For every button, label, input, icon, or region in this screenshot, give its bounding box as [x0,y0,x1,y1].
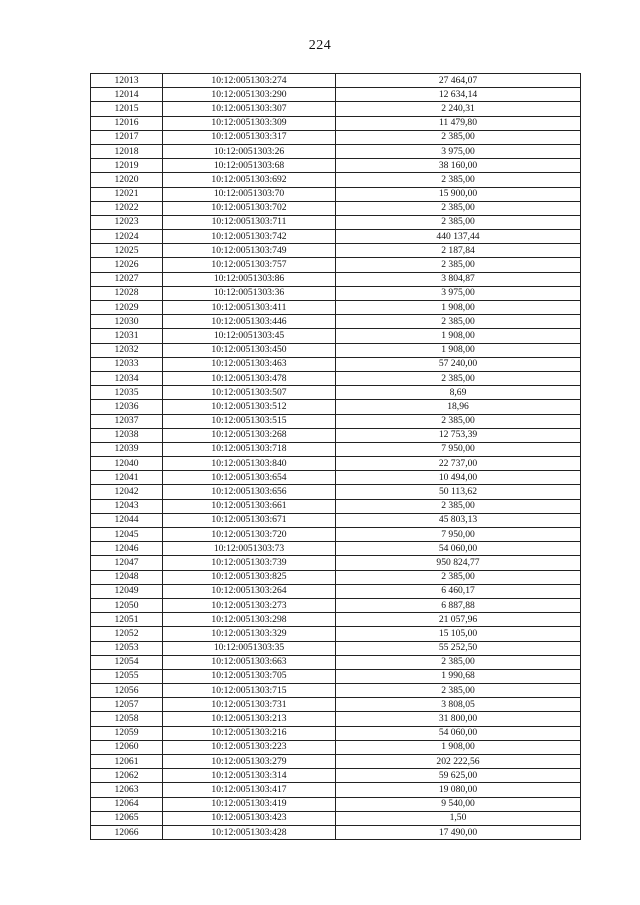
amount-cell: 3 804,87 [336,272,581,286]
cadastral-number-cell: 10:12:0051303:478 [163,371,336,385]
row-number-cell: 12066 [91,825,163,839]
table-row [91,528,581,542]
amount-cell: 3 975,00 [336,286,581,300]
cadastral-number-cell: 10:12:0051303:86 [163,272,336,286]
cadastral-number-cell: 10:12:0051303:731 [163,698,336,712]
table-row [91,442,581,456]
row-number-cell: 12039 [91,442,163,456]
table-row [91,542,581,556]
row-number-cell: 12054 [91,655,163,669]
row-number-cell: 12045 [91,528,163,542]
table-row [91,485,581,499]
table-row [91,811,581,825]
row-number-cell: 12056 [91,684,163,698]
table-row [91,400,581,414]
table-row [91,88,581,102]
row-number-cell: 12038 [91,428,163,442]
table-row [91,755,581,769]
cadastral-number-cell: 10:12:0051303:515 [163,414,336,428]
row-number-cell: 12030 [91,315,163,329]
cadastral-number-cell: 10:12:0051303:419 [163,797,336,811]
table-row [91,130,581,144]
amount-cell: 7 950,00 [336,442,581,456]
table-row [91,712,581,726]
cadastral-number-cell: 10:12:0051303:309 [163,116,336,130]
table-row [91,641,581,655]
amount-cell: 18,96 [336,400,581,414]
amount-cell: 10 494,00 [336,471,581,485]
amount-cell: 1 908,00 [336,740,581,754]
amount-cell: 3 808,05 [336,698,581,712]
amount-cell: 2 187,84 [336,244,581,258]
amount-cell: 2 385,00 [336,258,581,272]
table-row [91,386,581,400]
amount-cell: 2 385,00 [336,371,581,385]
row-number-cell: 12017 [91,130,163,144]
table-row [91,684,581,698]
row-number-cell: 12013 [91,74,163,88]
row-number-cell: 12057 [91,698,163,712]
row-number-cell: 12044 [91,513,163,527]
cadastral-number-cell: 10:12:0051303:692 [163,173,336,187]
row-number-cell: 12028 [91,286,163,300]
row-number-cell: 12064 [91,797,163,811]
cadastral-number-cell: 10:12:0051303:705 [163,669,336,683]
amount-cell: 2 385,00 [336,570,581,584]
cadastral-number-cell: 10:12:0051303:273 [163,598,336,612]
amount-cell: 440 137,44 [336,230,581,244]
row-number-cell: 12015 [91,102,163,116]
cadastral-number-cell: 10:12:0051303:715 [163,684,336,698]
row-number-cell: 12065 [91,811,163,825]
cadastral-number-cell: 10:12:0051303:663 [163,655,336,669]
table-row [91,797,581,811]
cadastral-number-cell: 10:12:0051303:428 [163,825,336,839]
table-row [91,740,581,754]
cadastral-number-cell: 10:12:0051303:329 [163,627,336,641]
cadastral-number-cell: 10:12:0051303:417 [163,783,336,797]
row-number-cell: 12035 [91,386,163,400]
cadastral-number-cell: 10:12:0051303:317 [163,130,336,144]
amount-cell: 2 385,00 [336,499,581,513]
cadastral-number-cell: 10:12:0051303:840 [163,457,336,471]
cadastral-number-cell: 10:12:0051303:656 [163,485,336,499]
table-row [91,329,581,343]
row-number-cell: 12060 [91,740,163,754]
table-row [91,669,581,683]
row-number-cell: 12053 [91,641,163,655]
amount-cell: 3 975,00 [336,144,581,158]
table-row [91,499,581,513]
row-number-cell: 12042 [91,485,163,499]
table-row [91,315,581,329]
table-row [91,258,581,272]
row-number-cell: 12034 [91,371,163,385]
cadastral-number-cell: 10:12:0051303:73 [163,542,336,556]
amount-cell: 19 080,00 [336,783,581,797]
cadastral-number-cell: 10:12:0051303:423 [163,811,336,825]
table-row [91,74,581,88]
cadastral-number-cell: 10:12:0051303:70 [163,187,336,201]
amount-cell: 9 540,00 [336,797,581,811]
table-row [91,414,581,428]
cadastral-number-cell: 10:12:0051303:314 [163,769,336,783]
row-number-cell: 12029 [91,301,163,315]
amount-cell: 2 385,00 [336,201,581,215]
amount-cell: 45 803,13 [336,513,581,527]
page-number: 224 [308,38,332,53]
row-number-cell: 12037 [91,414,163,428]
cadastral-number-cell: 10:12:0051303:213 [163,712,336,726]
row-number-cell: 12050 [91,598,163,612]
table-row [91,598,581,612]
row-number-cell: 12055 [91,669,163,683]
amount-cell: 2 385,00 [336,414,581,428]
table-row [91,343,581,357]
row-number-cell: 12052 [91,627,163,641]
cadastral-number-cell: 10:12:0051303:825 [163,570,336,584]
amount-cell: 202 222,56 [336,755,581,769]
table-row [91,627,581,641]
cadastral-number-cell: 10:12:0051303:702 [163,201,336,215]
cadastral-number-cell: 10:12:0051303:274 [163,74,336,88]
amount-cell: 2 385,00 [336,215,581,229]
cadastral-number-cell: 10:12:0051303:507 [163,386,336,400]
cadastral-number-cell: 10:12:0051303:711 [163,215,336,229]
table-row [91,244,581,258]
table-row [91,457,581,471]
table-row [91,556,581,570]
amount-cell: 17 490,00 [336,825,581,839]
amount-cell: 15 900,00 [336,187,581,201]
row-number-cell: 12016 [91,116,163,130]
table-row [91,116,581,130]
table-row [91,613,581,627]
table-row [91,301,581,315]
cadastral-number-cell: 10:12:0051303:279 [163,755,336,769]
cadastral-number-cell: 10:12:0051303:45 [163,329,336,343]
row-number-cell: 12040 [91,457,163,471]
table-row [91,783,581,797]
amount-cell: 7 950,00 [336,528,581,542]
amount-cell: 11 479,80 [336,116,581,130]
row-number-cell: 12032 [91,343,163,357]
amount-cell: 57 240,00 [336,357,581,371]
amount-cell: 950 824,77 [336,556,581,570]
row-number-cell: 12033 [91,357,163,371]
cadastral-number-cell: 10:12:0051303:450 [163,343,336,357]
row-number-cell: 12062 [91,769,163,783]
amount-cell: 1 908,00 [336,301,581,315]
table-row [91,726,581,740]
cadastral-number-cell: 10:12:0051303:742 [163,230,336,244]
row-number-cell: 12022 [91,201,163,215]
cadastral-number-cell: 10:12:0051303:446 [163,315,336,329]
row-number-cell: 12043 [91,499,163,513]
amount-cell: 12 634,14 [336,88,581,102]
cadastral-number-cell: 10:12:0051303:264 [163,584,336,598]
table-row [91,230,581,244]
row-number-cell: 12019 [91,159,163,173]
table-row [91,286,581,300]
amount-cell: 38 160,00 [336,159,581,173]
row-number-cell: 12014 [91,88,163,102]
amount-cell: 6 887,88 [336,598,581,612]
cadastral-number-cell: 10:12:0051303:268 [163,428,336,442]
cadastral-number-cell: 10:12:0051303:654 [163,471,336,485]
table-row [91,513,581,527]
amount-cell: 12 753,39 [336,428,581,442]
amount-cell: 54 060,00 [336,726,581,740]
amount-cell: 15 105,00 [336,627,581,641]
row-number-cell: 12063 [91,783,163,797]
row-number-cell: 12021 [91,187,163,201]
amount-cell: 2 240,31 [336,102,581,116]
cadastral-number-cell: 10:12:0051303:739 [163,556,336,570]
cadastral-number-cell: 10:12:0051303:411 [163,301,336,315]
amount-cell: 8,69 [336,386,581,400]
table-row [91,769,581,783]
row-number-cell: 12047 [91,556,163,570]
row-number-cell: 12023 [91,215,163,229]
amount-cell: 2 385,00 [336,684,581,698]
cadastral-number-cell: 10:12:0051303:749 [163,244,336,258]
amount-cell: 59 625,00 [336,769,581,783]
row-number-cell: 12046 [91,542,163,556]
amount-cell: 2 385,00 [336,655,581,669]
table-row [91,825,581,839]
cadastral-number-cell: 10:12:0051303:36 [163,286,336,300]
table-row [91,144,581,158]
amount-cell: 21 057,96 [336,613,581,627]
amount-cell: 1,50 [336,811,581,825]
amount-cell: 1 990,68 [336,669,581,683]
table-row [91,102,581,116]
row-number-cell: 12031 [91,329,163,343]
row-number-cell: 12048 [91,570,163,584]
cadastral-number-cell: 10:12:0051303:512 [163,400,336,414]
table-row [91,272,581,286]
cadastral-number-cell: 10:12:0051303:757 [163,258,336,272]
row-number-cell: 12020 [91,173,163,187]
table-row [91,159,581,173]
cadastral-number-cell: 10:12:0051303:307 [163,102,336,116]
row-number-cell: 12059 [91,726,163,740]
table-row [91,357,581,371]
amount-cell: 27 464,07 [336,74,581,88]
cadastral-number-cell: 10:12:0051303:216 [163,726,336,740]
table-row [91,201,581,215]
table-body [91,74,581,840]
table-row [91,428,581,442]
amount-cell: 50 113,62 [336,485,581,499]
table-row [91,584,581,598]
row-number-cell: 12036 [91,400,163,414]
amount-cell: 2 385,00 [336,315,581,329]
amount-cell: 54 060,00 [336,542,581,556]
row-number-cell: 12026 [91,258,163,272]
row-number-cell: 12024 [91,230,163,244]
cadastral-number-cell: 10:12:0051303:26 [163,144,336,158]
amount-cell: 55 252,50 [336,641,581,655]
amount-cell: 22 737,00 [336,457,581,471]
cadastral-number-cell: 10:12:0051303:671 [163,513,336,527]
table-row [91,215,581,229]
cadastral-number-cell: 10:12:0051303:35 [163,641,336,655]
row-number-cell: 12025 [91,244,163,258]
amount-cell: 6 460,17 [336,584,581,598]
table-row [91,655,581,669]
amount-cell: 1 908,00 [336,329,581,343]
cadastral-number-cell: 10:12:0051303:661 [163,499,336,513]
amount-cell: 31 800,00 [336,712,581,726]
row-number-cell: 12058 [91,712,163,726]
cadastral-number-cell: 10:12:0051303:298 [163,613,336,627]
table-row [91,173,581,187]
cadastral-number-cell: 10:12:0051303:463 [163,357,336,371]
table-row [91,471,581,485]
cadastral-number-cell: 10:12:0051303:68 [163,159,336,173]
row-number-cell: 12018 [91,144,163,158]
row-number-cell: 12027 [91,272,163,286]
table-row [91,371,581,385]
row-number-cell: 12061 [91,755,163,769]
row-number-cell: 12051 [91,613,163,627]
amount-cell: 2 385,00 [336,173,581,187]
row-number-cell: 12041 [91,471,163,485]
table-row [91,187,581,201]
cadastral-number-cell: 10:12:0051303:223 [163,740,336,754]
cadastral-number-cell: 10:12:0051303:290 [163,88,336,102]
cadastral-number-cell: 10:12:0051303:718 [163,442,336,456]
amount-cell: 1 908,00 [336,343,581,357]
row-number-cell: 12049 [91,584,163,598]
cadastral-number-cell: 10:12:0051303:720 [163,528,336,542]
registry-table [90,73,581,840]
amount-cell: 2 385,00 [336,130,581,144]
table-row [91,570,581,584]
table-row [91,698,581,712]
